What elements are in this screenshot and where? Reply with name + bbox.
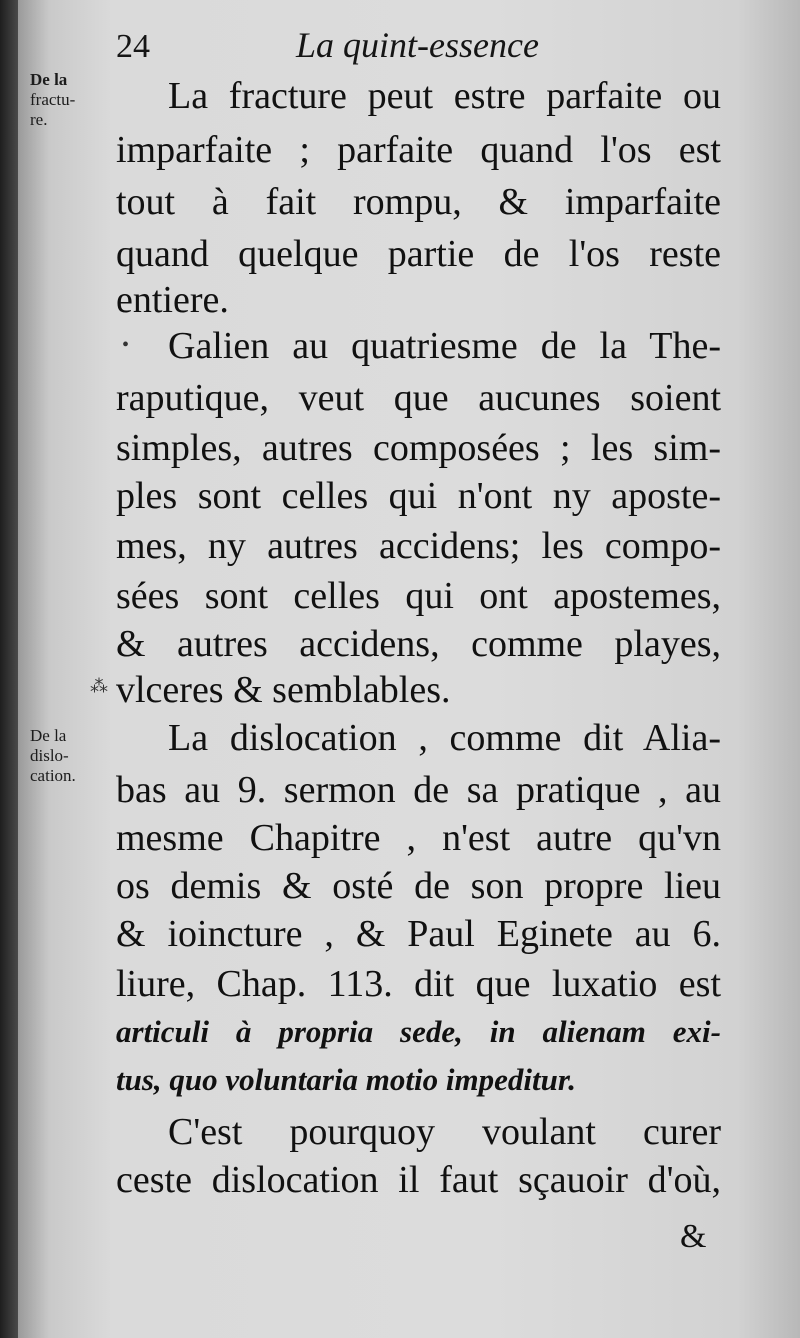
page-number: 24 (116, 28, 150, 65)
latin-quote-line: tus, quo voluntaria motio impeditur. (116, 1062, 576, 1097)
text-line: sées sont celles qui ont apostemes, (116, 575, 721, 617)
text-line: & ioincture , & Paul Eginete au 6. (116, 913, 721, 955)
margin-note-line: fractu- (30, 90, 76, 109)
text-line: La fracture peut estre parfaite ou (168, 75, 721, 117)
text-line: imparfaite ; parfaite quand l'os est (116, 129, 721, 171)
text-line: simples, autres composées ; les sim- (116, 427, 721, 469)
text-line: & autres accidens, comme playes, (116, 623, 721, 665)
margin-note-line: cation. (30, 766, 76, 785)
catchword: & (680, 1218, 707, 1255)
book-page (18, 0, 800, 1338)
margin-note-line: De la (30, 726, 67, 745)
margin-note-line: De la (30, 70, 68, 89)
text-line: bas au 9. sermon de sa pratique , au (116, 769, 721, 811)
text-line: liure, Chap. 113. dit que luxatio est (116, 963, 721, 1005)
latin-quote-line: articuli à propria sede, in alienam exi- (116, 1014, 721, 1049)
page-header (18, 18, 800, 68)
text-line: La dislocation , comme dit Alia- (168, 717, 721, 759)
text-line: tout à fait rompu, & imparfaite (116, 181, 721, 223)
text-line: C'est pourquoy voulant curer (168, 1111, 721, 1153)
paragraph-mark: • (122, 334, 130, 356)
page-binding-edge (0, 0, 18, 1338)
text-line: quand quelque partie de l'os reste (116, 233, 721, 275)
text-line: vlceres & semblables. (116, 669, 451, 711)
text-line: ceste dislocation il faut sçauoir d'où, (116, 1159, 721, 1201)
margin-note-line: dislo- (30, 746, 69, 765)
printer-mark: ⁂ (90, 676, 108, 696)
text-line: entiere. (116, 279, 229, 321)
margin-note-dislocation (30, 726, 130, 786)
text-line: ples sont celles qui n'ont ny aposte- (116, 475, 721, 517)
text-line: mesme Chapitre , n'est autre qu'vn (116, 817, 721, 859)
text-line: mes, ny autres accidens; les compo- (116, 525, 721, 567)
margin-note-line: re. (30, 110, 48, 129)
running-head: La quint-essence (296, 25, 539, 65)
text-line: Galien au quatriesme de la The- (168, 325, 721, 367)
text-line: raputique, veut que aucunes soient (116, 377, 721, 419)
text-line: os demis & osté de son propre lieu (116, 865, 721, 907)
margin-note-fracture (30, 70, 130, 130)
